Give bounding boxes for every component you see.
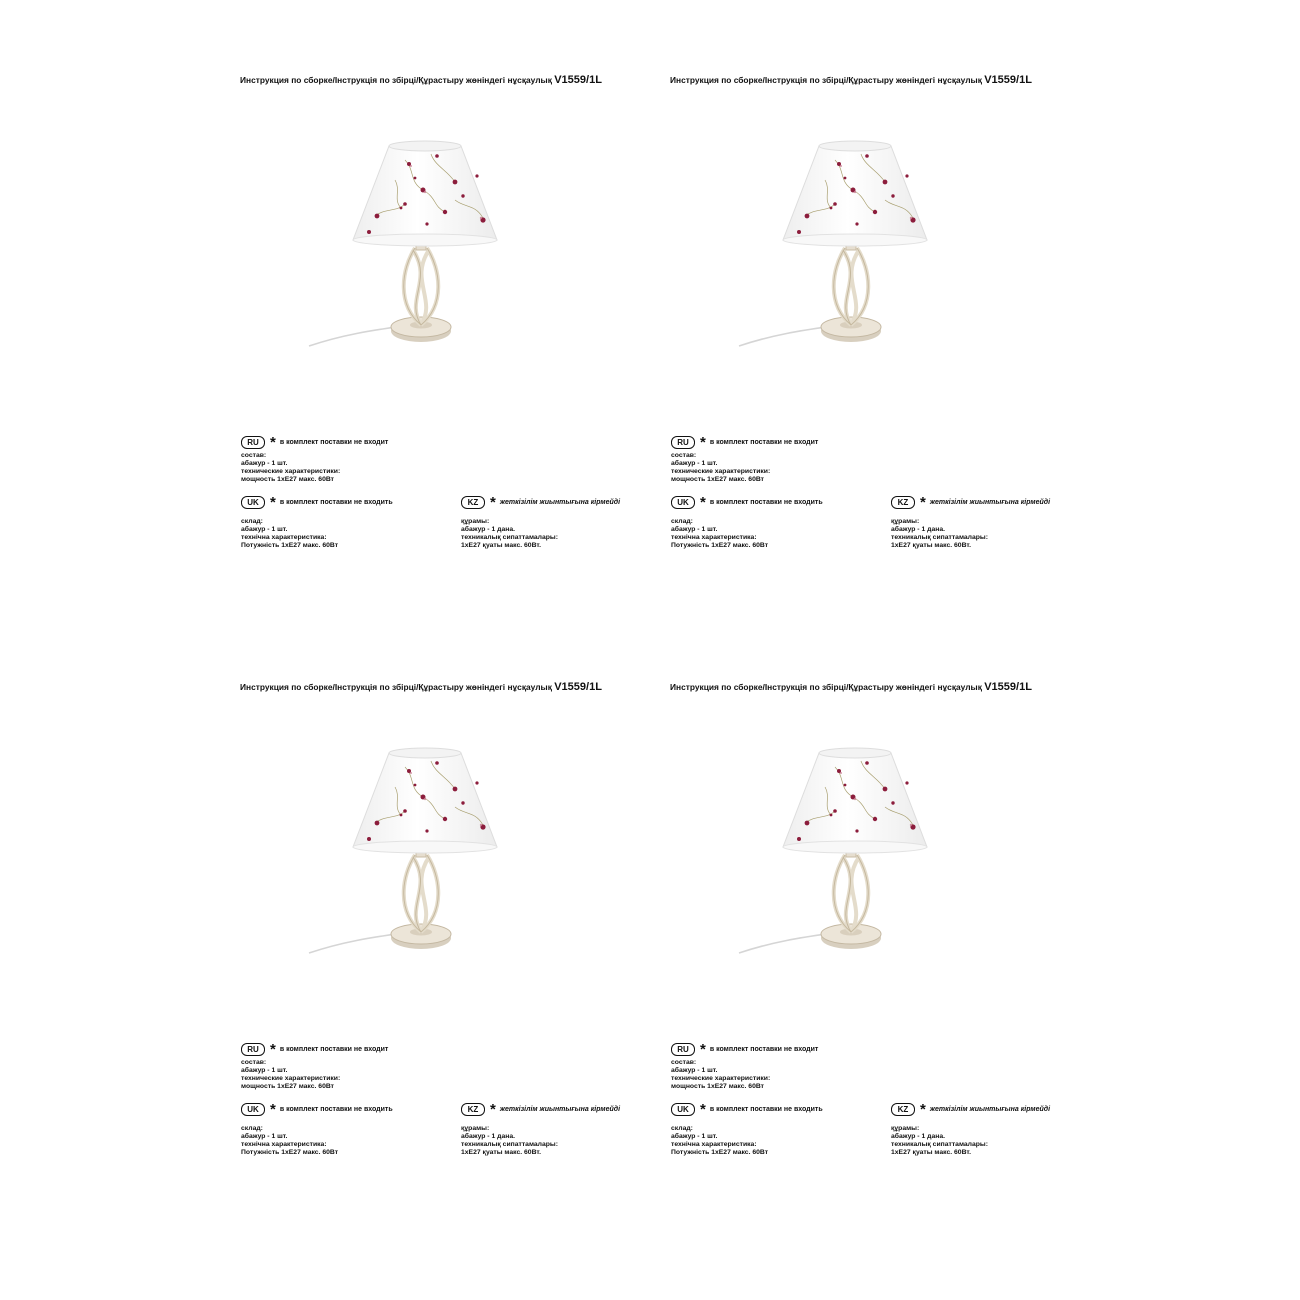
ru-language-badge: RU — [671, 436, 695, 449]
table-lamp-photo — [735, 120, 975, 366]
uk-language-badge: UK — [241, 496, 265, 509]
asterisk-icon: * — [270, 1101, 276, 1119]
kz-note-row — [891, 494, 1050, 512]
uk-language-badge: UK — [671, 1103, 695, 1116]
kz-spec-line: техникалық сипаттамалары: — [461, 1141, 558, 1148]
asterisk-icon: * — [700, 434, 706, 452]
kz-spec-line: абажур - 1 дана. — [461, 1133, 515, 1140]
kz-language-badge: KZ — [461, 496, 485, 509]
asterisk-icon: * — [920, 494, 926, 512]
uk-spec-line: абажур - 1 шт. — [241, 1133, 288, 1140]
model-number: V1559/1L — [554, 74, 602, 86]
instruction-title — [240, 74, 660, 86]
power-cord — [739, 933, 833, 953]
uk-note: в комплект поставки не входить — [709, 1106, 823, 1114]
uk-spec-line: абажур - 1 шт. — [671, 526, 718, 533]
power-cord — [309, 326, 403, 346]
kz-note: жеткізілім жиынтығына кірмейді — [929, 1106, 1051, 1114]
uk-spec-block — [671, 518, 768, 550]
ru-spec-line: абажур - 1 шт. — [241, 460, 288, 467]
title-text: Инструкция по сборке/Інструкція по збірці/Құрастыру жөніндегі нұсқаулық — [240, 682, 555, 692]
uk-spec-block — [241, 518, 338, 550]
asterisk-icon: * — [700, 494, 706, 512]
ru-note: в комплект поставки не входит — [709, 439, 819, 447]
power-cord — [309, 933, 403, 953]
ru-spec-line: мощность 1хЕ27 макс. 60Вт — [671, 476, 765, 483]
uk-spec-line: абажур - 1 шт. — [671, 1133, 718, 1140]
ru-note-row — [241, 434, 388, 452]
instruction-panel — [660, 66, 1090, 671]
kz-spec-line: құрамы: — [891, 518, 920, 525]
uk-spec-line: Потужність 1хЕ27 макс. 60Вт — [241, 542, 339, 549]
ru-spec-line: технические характеристики: — [241, 1075, 341, 1082]
asterisk-icon: * — [490, 1101, 496, 1119]
uk-spec-line: технічна характеристика: — [671, 534, 757, 541]
uk-spec-line: технічна характеристика: — [241, 1141, 327, 1148]
kz-spec-line: техникалық сипаттамалары: — [891, 534, 988, 541]
asterisk-icon: * — [490, 494, 496, 512]
ru-spec-line: абажур - 1 шт. — [671, 1067, 718, 1074]
kz-spec-line: абажур - 1 дана. — [891, 526, 945, 533]
ru-spec-line: состав: — [671, 452, 697, 459]
kz-spec-line: құрамы: — [461, 1125, 490, 1132]
asterisk-icon: * — [700, 1041, 706, 1059]
uk-spec-block — [671, 1125, 768, 1157]
ru-note-row — [671, 434, 818, 452]
uk-note-row — [671, 494, 823, 512]
instruction-title — [240, 681, 660, 693]
kz-spec-line: абажур - 1 дана. — [891, 1133, 945, 1140]
kz-spec-line: 1хЕ27 қуаты макс. 60Вт. — [891, 1149, 972, 1156]
kz-spec-line: құрамы: — [891, 1125, 920, 1132]
ru-spec-line: состав: — [671, 1059, 697, 1066]
table-lamp-photo — [735, 727, 975, 973]
ru-note: в комплект поставки не входит — [709, 1046, 819, 1054]
uk-spec-line: Потужність 1хЕ27 макс. 60Вт — [671, 1149, 769, 1156]
instruction-panel — [230, 66, 660, 671]
power-cord — [739, 326, 833, 346]
ru-note: в комплект поставки не входит — [279, 1046, 389, 1054]
uk-note-row — [671, 1101, 823, 1119]
uk-spec-line: склад: — [241, 518, 263, 525]
uk-spec-line: склад: — [671, 518, 693, 525]
title-text: Инструкция по сборке/Інструкція по збірці/Құрастыру жөніндегі нұсқаулық — [240, 75, 555, 85]
kz-spec-line: техникалық сипаттамалары: — [891, 1141, 988, 1148]
ru-spec-line: технические характеристики: — [671, 1075, 771, 1082]
kz-language-badge: KZ — [461, 1103, 485, 1116]
instruction-title — [670, 681, 1090, 693]
table-lamp-photo — [305, 727, 545, 973]
asterisk-icon: * — [920, 1101, 926, 1119]
model-number: V1559/1L — [554, 681, 602, 693]
asterisk-icon: * — [270, 1041, 276, 1059]
ru-spec-block — [241, 1059, 340, 1091]
kz-spec-line: техникалық сипаттамалары: — [461, 534, 558, 541]
ru-language-badge: RU — [671, 1043, 695, 1056]
model-number: V1559/1L — [984, 681, 1032, 693]
kz-spec-block — [461, 518, 558, 550]
ru-note-row — [671, 1041, 818, 1059]
kz-note: жеткізілім жиынтығына кірмейді — [499, 1106, 621, 1114]
uk-spec-block — [241, 1125, 338, 1157]
title-text: Инструкция по сборке/Інструкція по збірці/Құрастыру жөніндегі нұсқаулық — [670, 75, 985, 85]
uk-note-row — [241, 1101, 393, 1119]
uk-note-row — [241, 494, 393, 512]
table-lamp-photo — [305, 120, 545, 366]
uk-spec-line: технічна характеристика: — [241, 534, 327, 541]
ru-language-badge: RU — [241, 1043, 265, 1056]
ru-spec-line: мощность 1хЕ27 макс. 60Вт — [241, 476, 335, 483]
kz-note: жеткізілім жиынтығына кірмейді — [499, 499, 621, 507]
uk-spec-line: абажур - 1 шт. — [241, 526, 288, 533]
asterisk-icon: * — [270, 494, 276, 512]
kz-note: жеткізілім жиынтығына кірмейді — [929, 499, 1051, 507]
kz-spec-line: 1хЕ27 қуаты макс. 60Вт. — [461, 542, 542, 549]
kz-spec-line: құрамы: — [461, 518, 490, 525]
ru-spec-line: технические характеристики: — [671, 468, 771, 475]
uk-spec-line: технічна характеристика: — [671, 1141, 757, 1148]
ru-spec-block — [241, 452, 340, 484]
ru-note-row — [241, 1041, 388, 1059]
kz-spec-line: 1хЕ27 қуаты макс. 60Вт. — [891, 542, 972, 549]
ru-spec-line: абажур - 1 шт. — [241, 1067, 288, 1074]
asterisk-icon: * — [270, 434, 276, 452]
ru-spec-line: состав: — [241, 452, 267, 459]
kz-note-row — [461, 1101, 620, 1119]
asterisk-icon: * — [700, 1101, 706, 1119]
kz-language-badge: KZ — [891, 1103, 915, 1116]
uk-spec-line: Потужність 1хЕ27 макс. 60Вт — [241, 1149, 339, 1156]
ru-spec-line: мощность 1хЕ27 макс. 60Вт — [241, 1083, 335, 1090]
kz-spec-line: 1хЕ27 қуаты макс. 60Вт. — [461, 1149, 542, 1156]
kz-note-row — [461, 494, 620, 512]
kz-spec-block — [461, 1125, 558, 1157]
uk-language-badge: UK — [671, 496, 695, 509]
kz-spec-block — [891, 518, 988, 550]
ru-spec-line: мощность 1хЕ27 макс. 60Вт — [671, 1083, 765, 1090]
instruction-panel — [230, 673, 660, 1278]
ru-spec-line: состав: — [241, 1059, 267, 1066]
ru-note: в комплект поставки не входит — [279, 439, 389, 447]
uk-spec-line: склад: — [241, 1125, 263, 1132]
uk-note: в комплект поставки не входить — [279, 1106, 393, 1114]
instruction-title — [670, 74, 1090, 86]
ru-spec-block — [671, 452, 770, 484]
model-number: V1559/1L — [984, 74, 1032, 86]
kz-note-row — [891, 1101, 1050, 1119]
ru-spec-line: технические характеристики: — [241, 468, 341, 475]
ru-spec-block — [671, 1059, 770, 1091]
ru-language-badge: RU — [241, 436, 265, 449]
kz-spec-line: абажур - 1 дана. — [461, 526, 515, 533]
kz-spec-block — [891, 1125, 988, 1157]
instruction-panel — [660, 673, 1090, 1278]
uk-note: в комплект поставки не входить — [279, 499, 393, 507]
uk-note: в комплект поставки не входить — [709, 499, 823, 507]
uk-language-badge: UK — [241, 1103, 265, 1116]
uk-spec-line: Потужність 1хЕ27 макс. 60Вт — [671, 542, 769, 549]
ru-spec-line: абажур - 1 шт. — [671, 460, 718, 467]
kz-language-badge: KZ — [891, 496, 915, 509]
uk-spec-line: склад: — [671, 1125, 693, 1132]
title-text: Инструкция по сборке/Інструкція по збірці/Құрастыру жөніндегі нұсқаулық — [670, 682, 985, 692]
